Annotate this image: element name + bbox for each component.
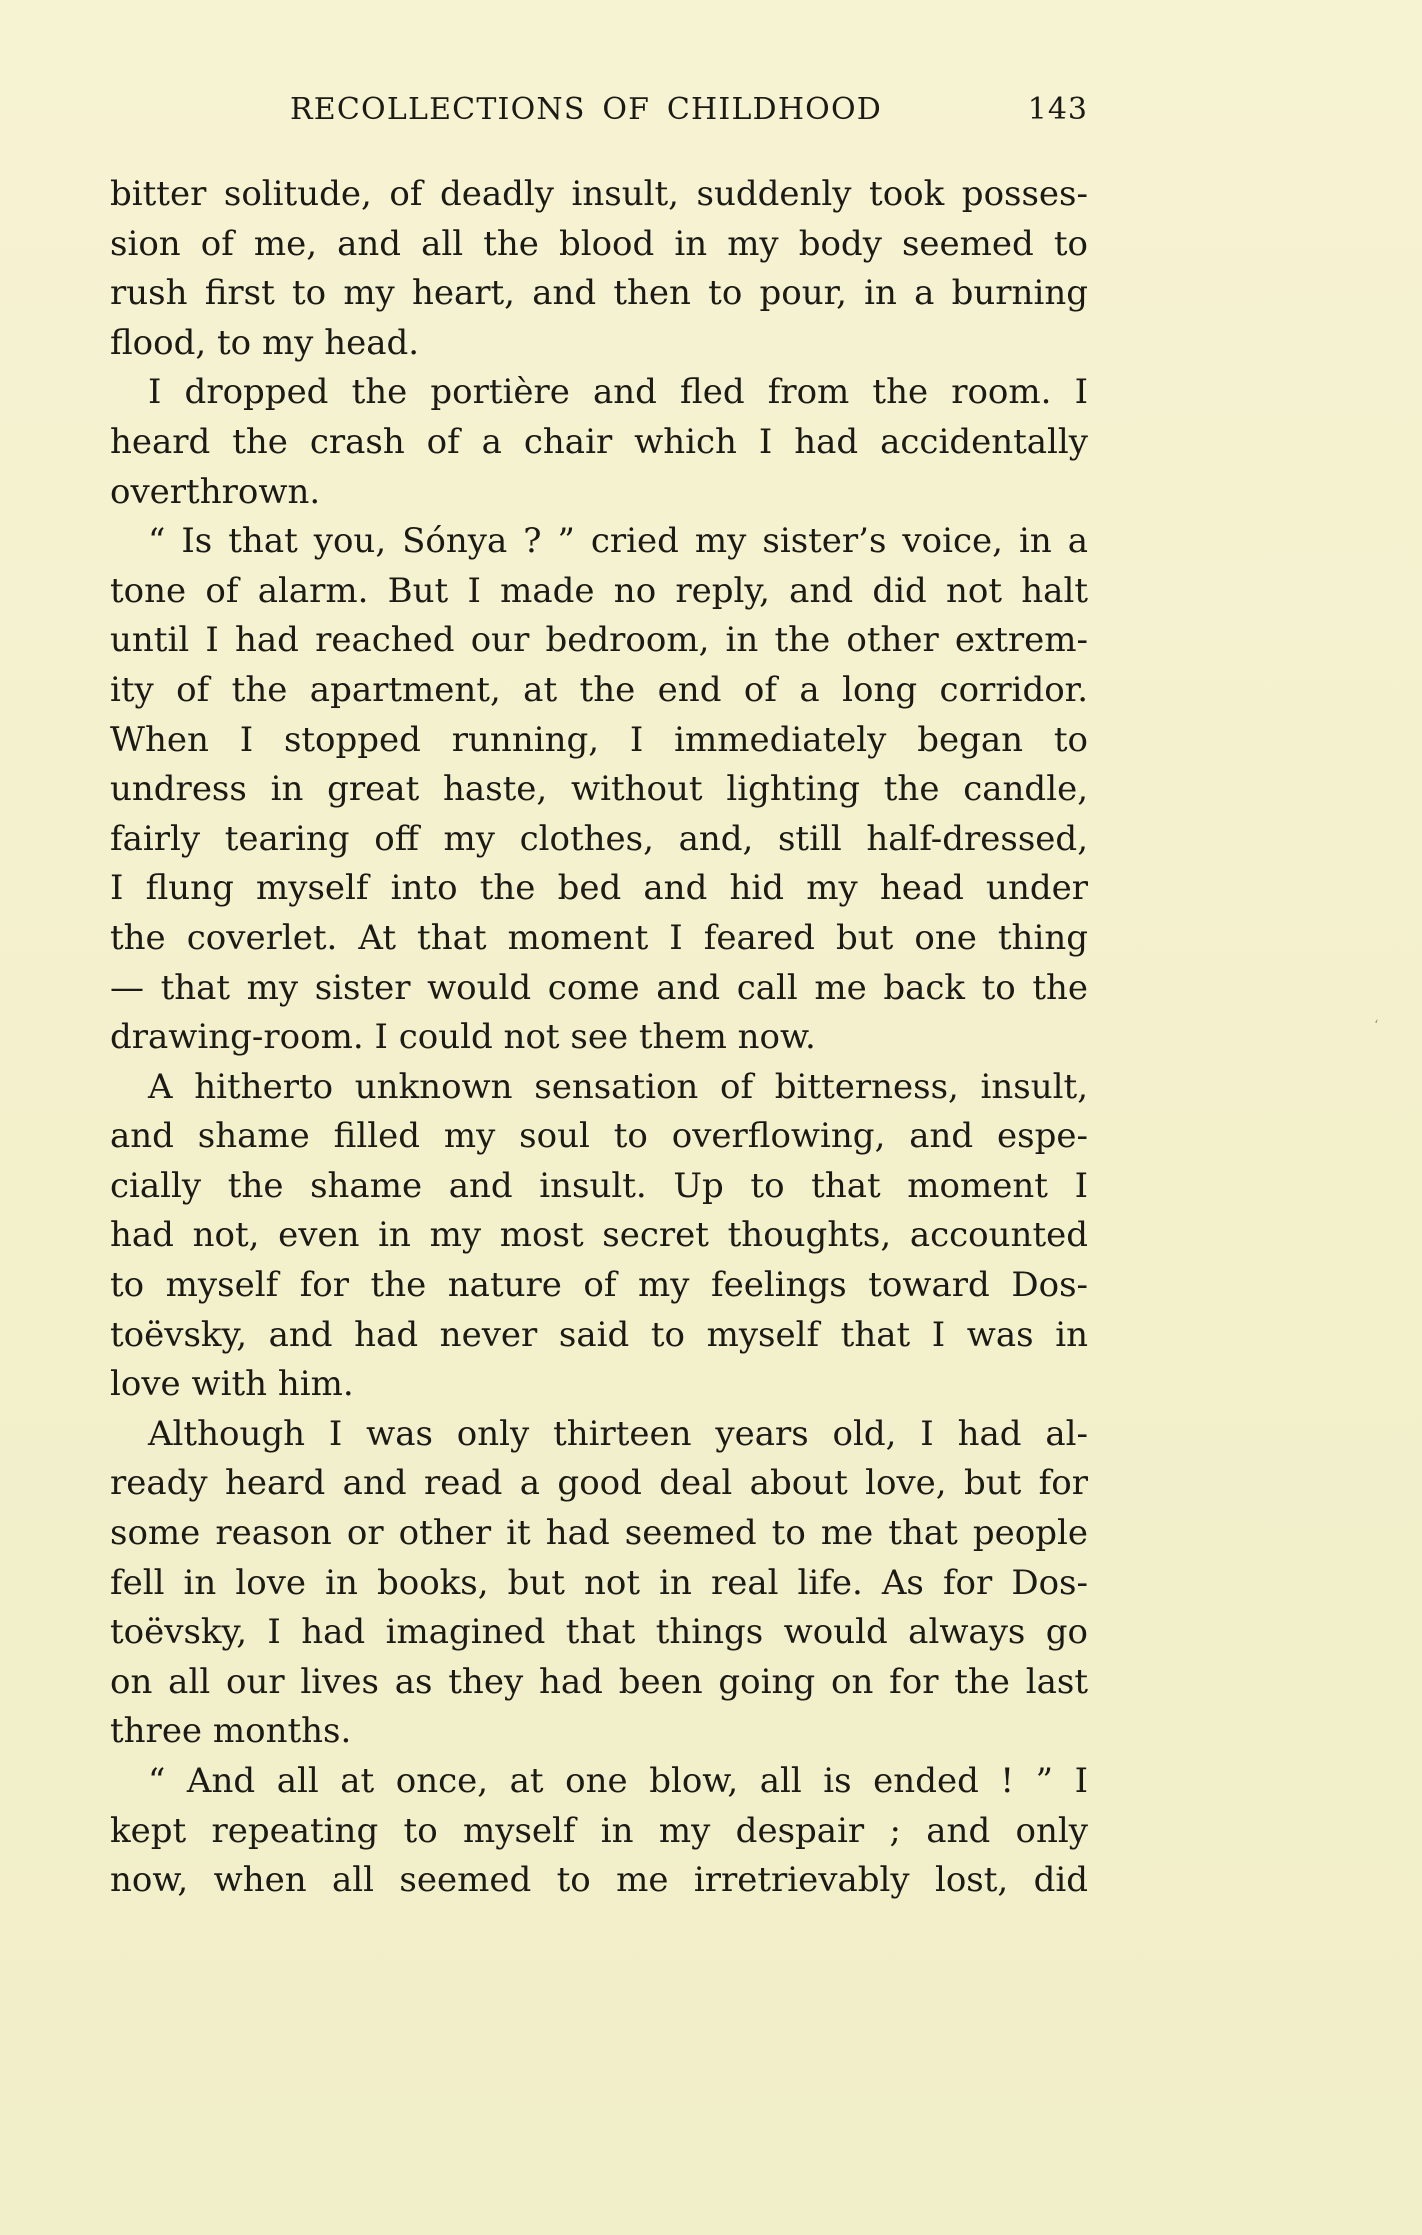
text-line: “ Is that you, Sónya ? ” cried my sister’s voice, in a (148, 521, 1088, 562)
running-title: RECOLLECTIONS OF CHILDHOOD (290, 92, 883, 127)
text-line: I dropped the portière and fled from the room. I (148, 372, 1088, 413)
text-line: Although I was only thirteen years old, I had al- (148, 1413, 1088, 1454)
text-line: sion of me, and all the blood in my body seemed to (110, 223, 1088, 264)
text-line: — that my sister would come and call me back to the (110, 967, 1088, 1008)
text-line: kept repeating to myself in my despair ; and only (110, 1810, 1088, 1851)
text-line: When I stopped running, I immediately began to (110, 719, 1088, 760)
running-header (110, 92, 1088, 136)
text-line: bitter solitude, of deadly insult, suddenly took posses- (110, 174, 1088, 214)
text-line: now, when all seemed to me irretrievably lost, did (110, 1860, 1088, 1901)
text-line: on all our lives as they had been going on for the last (110, 1661, 1088, 1702)
text-line: toëvsky, I had imagined that things would always go (110, 1612, 1088, 1653)
text-line: drawing-room. I could not see them now. (110, 1017, 816, 1058)
text-line: and shame filled my soul to overflowing, and espe- (110, 1116, 1088, 1157)
text-line: had not, even in my most secret thoughts, accounted (110, 1215, 1088, 1256)
text-line: the coverlet. At that moment I feared but one thing (110, 917, 1088, 958)
body-text (110, 170, 1088, 1906)
margin-speck: ‘ (1374, 1018, 1379, 1034)
text-line: cially the shame and insult. Up to that moment I (110, 1165, 1088, 1206)
text-line: some reason or other it had seemed to me that people (110, 1513, 1088, 1554)
text-line: fell in love in books, but not in real life. As for Dos- (110, 1562, 1088, 1603)
text-line: flood, to my head. (110, 322, 420, 363)
text-line: I flung myself into the bed and hid my head under (110, 868, 1088, 909)
text-line: heard the crash of a chair which I had accidentally (110, 421, 1088, 462)
text-line: rush first to my heart, and then to pour, in a burning (110, 273, 1088, 314)
text-line: toëvsky, and had never said to myself that I was in (110, 1314, 1088, 1355)
text-line: overthrown. (110, 471, 321, 512)
text-line: A hitherto unknown sensation of bitterness, insult, (148, 1066, 1088, 1107)
text-line: “ And all at once, at one blow, all is ended ! ” I (148, 1761, 1088, 1801)
text-line: tone of alarm. But I made no reply, and did not halt (110, 570, 1088, 611)
text-line: ity of the apartment, at the end of a long corridor. (110, 669, 1088, 710)
text-line: until I had reached our bedroom, in the other extrem- (110, 620, 1088, 661)
text-line: undress in great haste, without lighting the candle, (110, 769, 1088, 810)
page-number: 143 (1027, 92, 1088, 127)
text-line: three months. (110, 1711, 352, 1752)
text-line: to myself for the nature of my feelings toward Dos- (110, 1265, 1088, 1306)
text-line: love with him. (110, 1364, 354, 1405)
text-line: fairly tearing off my clothes, and, still half-dressed, (110, 818, 1088, 859)
text-line: ready heard and read a good deal about love, but for (110, 1463, 1088, 1504)
